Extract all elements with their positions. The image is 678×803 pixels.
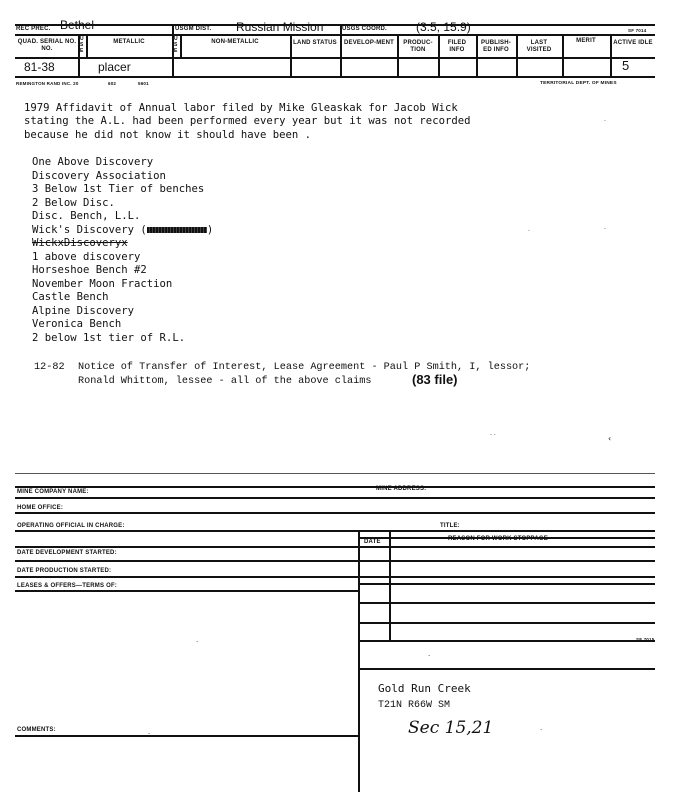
printer-code-1: 602 [108, 81, 117, 86]
col-merit: MERIT [576, 38, 596, 44]
form-line [358, 602, 655, 604]
claim-item: 1 above discovery [32, 250, 141, 263]
transfer-line-1: Notice of Transfer of Interest, Lease Agreement - Paul P Smith, I, lessor; [78, 362, 531, 373]
form-line [15, 530, 655, 532]
comments-label: COMMENTS: [17, 727, 56, 733]
usgs-coord-label: USGS COORD. [342, 26, 387, 32]
lower-form-number: SF 7015 [636, 637, 655, 642]
col-quad-serial: QUAD. SERIAL NO. NO. [17, 39, 77, 52]
col-non-metallic: NON-METALLIC [211, 39, 259, 45]
form-line [358, 583, 655, 585]
claim-item: Veronica Bench [32, 318, 122, 330]
territorial-dept: TERRITORIAL DEPT. OF MINES [540, 81, 617, 86]
claim-item: November Moon Fraction [32, 277, 173, 290]
form-line [358, 640, 655, 642]
form-line [15, 546, 655, 548]
header-line-3 [15, 57, 655, 59]
header-divider [172, 24, 174, 34]
mine-address-label: MINE ADDRESS: [376, 486, 427, 492]
form-line [15, 560, 655, 562]
form-line [15, 576, 655, 578]
home-office-label: HOME OFFICE: [17, 505, 64, 511]
transfer-line-2: Ronald Whittom, lessee - all of the above claims [78, 376, 372, 387]
form-divider [358, 530, 360, 792]
claim-item-struck: Wick's Discovery ( ) [32, 223, 214, 236]
rec-prec-value: Bethel [60, 18, 95, 32]
printer-mark: REMINGTON RAND INC. 20 [16, 81, 79, 86]
header-line-2 [15, 34, 655, 36]
stray-mark: · [604, 118, 606, 125]
claim-item: Disc. Bench, L.L. [32, 210, 141, 222]
col-use-2: U S E [174, 36, 178, 54]
header-line-4 [15, 76, 655, 78]
usgs-coord-value: (3.5, 15.9) [416, 20, 471, 34]
stray-mark: · [196, 638, 199, 646]
date-development-label: DATE DEVELOPMENT STARTED: [17, 550, 117, 556]
operating-official-label: OPERATING OFFICIAL IN CHARGE: [17, 523, 125, 529]
claim-item: One Above Discovery [32, 156, 154, 168]
col-production: PRODUC-TION [403, 40, 433, 53]
claim-item-xed: WickxDiscoveryx [32, 237, 128, 249]
claim-item: 2 below 1st tier of R.L. [32, 331, 186, 344]
printer-code-2: 5601 [138, 81, 149, 86]
col-active-idle: ACTIVE IDLE [613, 40, 653, 46]
form-top-faint-line [15, 473, 655, 474]
leases-offers-label: LEASES & OFFERS—TERMS OF: [17, 583, 118, 589]
col-last-visited: LAST VISITED [526, 40, 552, 53]
form-line [15, 512, 655, 514]
stray-mark: · [540, 726, 543, 734]
claim-item: Wick's Discovery ( [32, 223, 147, 236]
strikeout-scribble [147, 227, 207, 233]
location-township: T21N R66W SM [378, 700, 451, 711]
rec-prec-label: REC PREC. [16, 26, 51, 32]
header-line-1 [15, 24, 655, 26]
claim-item: 3 Below 1st Tier of benches [32, 183, 205, 195]
form-line [358, 622, 655, 624]
location-creek: Gold Run Creek [378, 682, 471, 695]
transfer-date: 12-82 [34, 362, 65, 373]
stray-mark: · · [490, 432, 496, 439]
stray-mark: · [604, 226, 606, 233]
claim-item: 2 Below Disc. [32, 196, 115, 209]
form-line [15, 590, 358, 592]
mine-company-name-label: MINE COMPANY NAME: [17, 489, 89, 495]
claim-item: Discovery Association [32, 169, 166, 182]
title-label: TITLE: [440, 523, 460, 529]
usgm-dist-value: Russian Mission [236, 20, 324, 34]
claim-item: Alpine Discovery [32, 304, 135, 317]
metallic-value: placer [98, 60, 131, 74]
col-use-1: U S E [80, 36, 84, 54]
date-production-label: DATE PRODUCTION STARTED: [17, 568, 112, 574]
affidavit-paragraph: 1979 Affidavit of Annual labor filed by Mike Gleaskak for Jacob Wick stating the A.L. had been performed every year but it was not recorded because he did not know it should have been . [24, 102, 471, 141]
col-land-status: LAND STATUS [293, 40, 337, 46]
active-idle-value: 5 [622, 58, 630, 73]
claim-item: Horseshoe Bench #2 [32, 264, 147, 276]
col-published-info: PUBLISH-ED INFO [481, 40, 511, 53]
form-line [15, 497, 655, 499]
usgm-dist-label: USGM DIST. [175, 26, 212, 32]
location-section: Sec 15,21 [408, 718, 494, 738]
form-divider [389, 530, 391, 640]
col-filed-info: FILED INFO [447, 40, 467, 53]
form-line [15, 735, 358, 737]
col-metallic: METALLIC [113, 39, 145, 45]
stray-mark: · [528, 228, 530, 235]
stray-mark: · [428, 652, 431, 660]
form-line [15, 486, 655, 488]
quad-serial-value: 81-38 [24, 60, 55, 74]
reason-column-header: REASON FOR WORK STOPPAGE [448, 536, 548, 542]
form-line [358, 668, 655, 670]
form-number: SF 7014 [628, 28, 647, 33]
col-development: DEVELOP-MENT [343, 40, 395, 46]
transfer-note: (83 file) [412, 372, 458, 387]
date-column-header: DATE [364, 539, 381, 545]
stray-mark: ‹ [608, 434, 612, 443]
stray-mark: · [148, 730, 151, 738]
claim-item: Castle Bench [32, 291, 109, 303]
